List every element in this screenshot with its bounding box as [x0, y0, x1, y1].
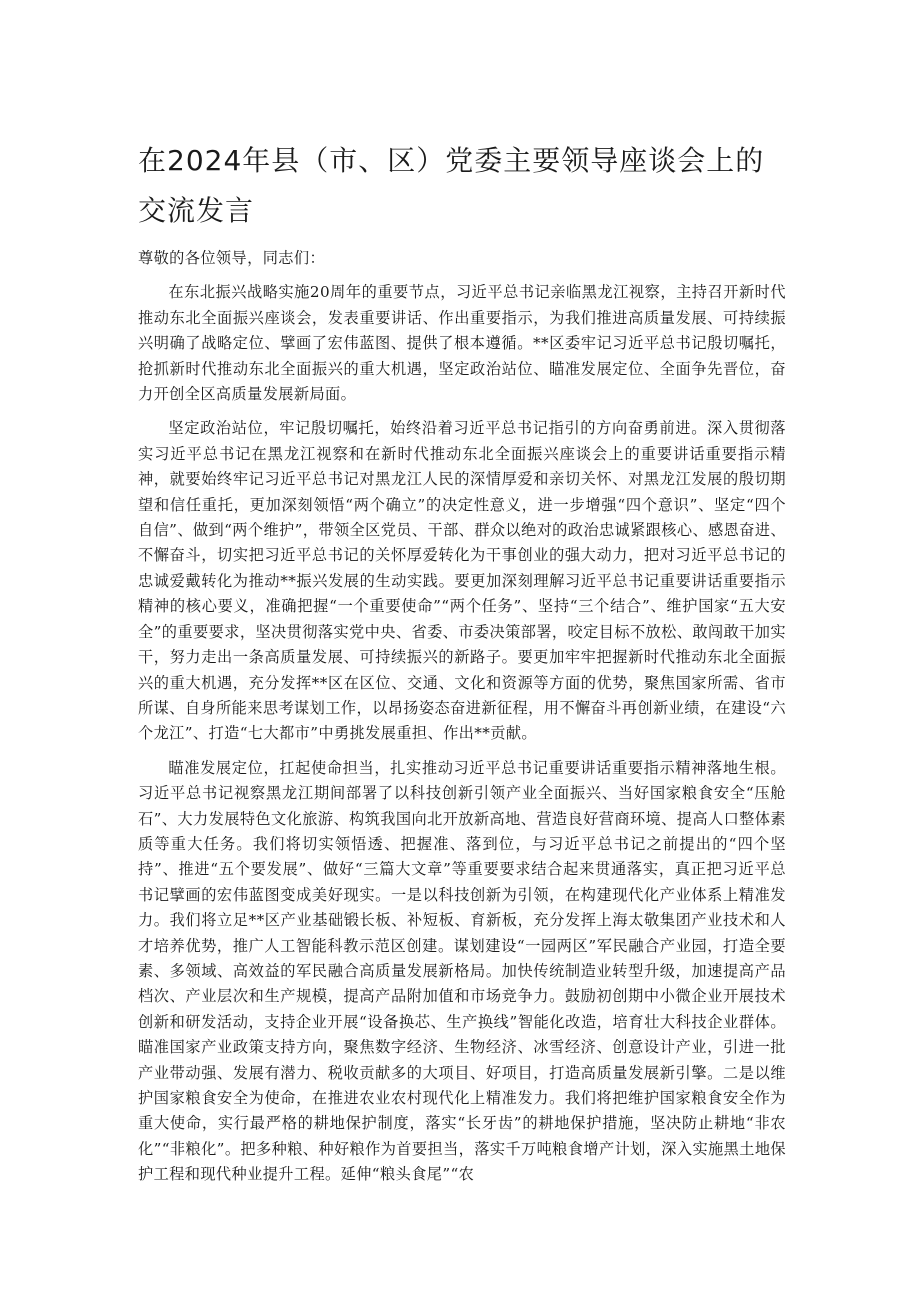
paragraph-1: 在东北振兴战略实施20周年的重要节点，习近平总书记亲临黑龙江视察，主持召开新时代推动东北全面振兴座谈会，发表重要讲话、作出重要指示，为我们推进高质量发展、可持续振兴明确了战略定位、擘画了宏伟蓝图、提供了根本遵循。**区委牢记习近平总书记殷切嘱托，抢抓新时代推动东北全面振兴的重大机遇，坚定政治站位、瞄准发展定位、全面争先晋位，奋力开创全区高质量发展新局面。	[138, 283, 786, 404]
document-body	[138, 246, 786, 1197]
salutation: 尊敬的各位领导，同志们：	[138, 249, 326, 267]
paragraph-2: 坚定政治站位，牢记殷切嘱托，始终沿着习近平总书记指引的方向奋勇前进。深入贯彻落实习近平总书记在黑龙江视察和在新时代推动东北全面振兴座谈会上的重要讲话重要指示精神，就要始终牢记习近平总书记对黑龙江人民的深情厚爱和亲切关怀、对黑龙江发展的殷切期望和信任重托，更加深刻领悟“两个确立”的决定性意义，进一步增强“四个意识”、坚定“四个自信”、做到“两个维护”，带领全区党员、干部、群众以绝对的政治忠诚紧跟核心、感恩奋进、不懈奋斗，切实把习近平总书记的关怀厚爱转化为干事创业的强大动力，把对习近平总书记的忠诚爱戴转化为推动**振兴发展的生动实践。要更加深刻理解习近平总书记重要讲话重要指示精神的核心要义，准确把握“一个重要使命”“两个任务”、坚持“三个结合”、维护国家“五大安全”的重要要求，坚决贯彻落实党中央、省委、市委决策部署，咬定目标不放松、敢闯敢干加实干，努力走出一条高质量发展、可持续振兴的新路子。要更加牢牢把握新时代推动东北全面振兴的重大机遇，充分发挥**区在区位、交通、文化和资源等方面的优势，聚焦国家所需、省市所谋、自身所能来思考谋划工作，以昂扬姿态奋进新征程，用不懈奋斗再创新业绩，在建设“六个龙江”、打造“七大都市”中勇挑发展重担、作出**贡献。	[138, 419, 786, 743]
paragraph-3: 瞄准发展定位，扛起使命担当，扎实推动习近平总书记重要讲话重要指示精神落地生根。习近平总书记视察黑龙江期间部署了以科技创新引领产业全面振兴、当好国家粮食安全“压舱石”、大力发展特色文化旅游、构筑我国向北开放新高地、营造良好营商环境、提高人口整体素质等重大任务。我们将切实领悟透、把握准、落到位，与习近平总书记之前提出的“四个坚持”、推进“五个要发展”、做好“三篇大文章”等重要要求结合起来贯通落实，真正把习近平总书记擘画的宏伟蓝图变成美好现实。一是以科技创新为引领，在构建现代化产业体系上精准发力。我们将立足**区产业基础锻长板、补短板、育新板，充分发挥上海太敬集团产业技术和人才培养优势，推广人工智能科教示范区创建。谋划建设“一园两区”军民融合产业园，打造全要素、多领域、高效益的军民融合高质量发展新格局。加快传统制造业转型升级，加速提高产品档次、产业层次和生产规模，提高产品附加值和市场竞争力。鼓励初创期中小微企业开展技术创新和研发活动，支持企业开展“设备换芯、生产换线”智能化改造，培育壮大科技企业群体。瞄准国家产业政策支持方向，聚焦数字经济、生物经济、冰雪经济、创意设计产业，引进一批产业带动强、发展有潜力、税收贡献多的大项目、好项目，打造高质量发展新引擎。二是以维护国家粮食安全为使命，在推进农业农村现代化上精准发力。我们将把维护国家粮食安全作为重大使命，实行最严格的耕地保护制度，落实“长牙齿”的耕地保护措施，坚决防止耕地“非农化”“非粮化”。把多种粮、种好粮作为首要担当，落实千万吨粮食增产计划，深入实施黑土地保护工程和现代种业提升工程。延伸“粮头食尾”“农	[138, 758, 786, 1184]
document-title: 在2024年县（市、区）党委主要领导座谈会上的交流发言	[138, 144, 765, 227]
